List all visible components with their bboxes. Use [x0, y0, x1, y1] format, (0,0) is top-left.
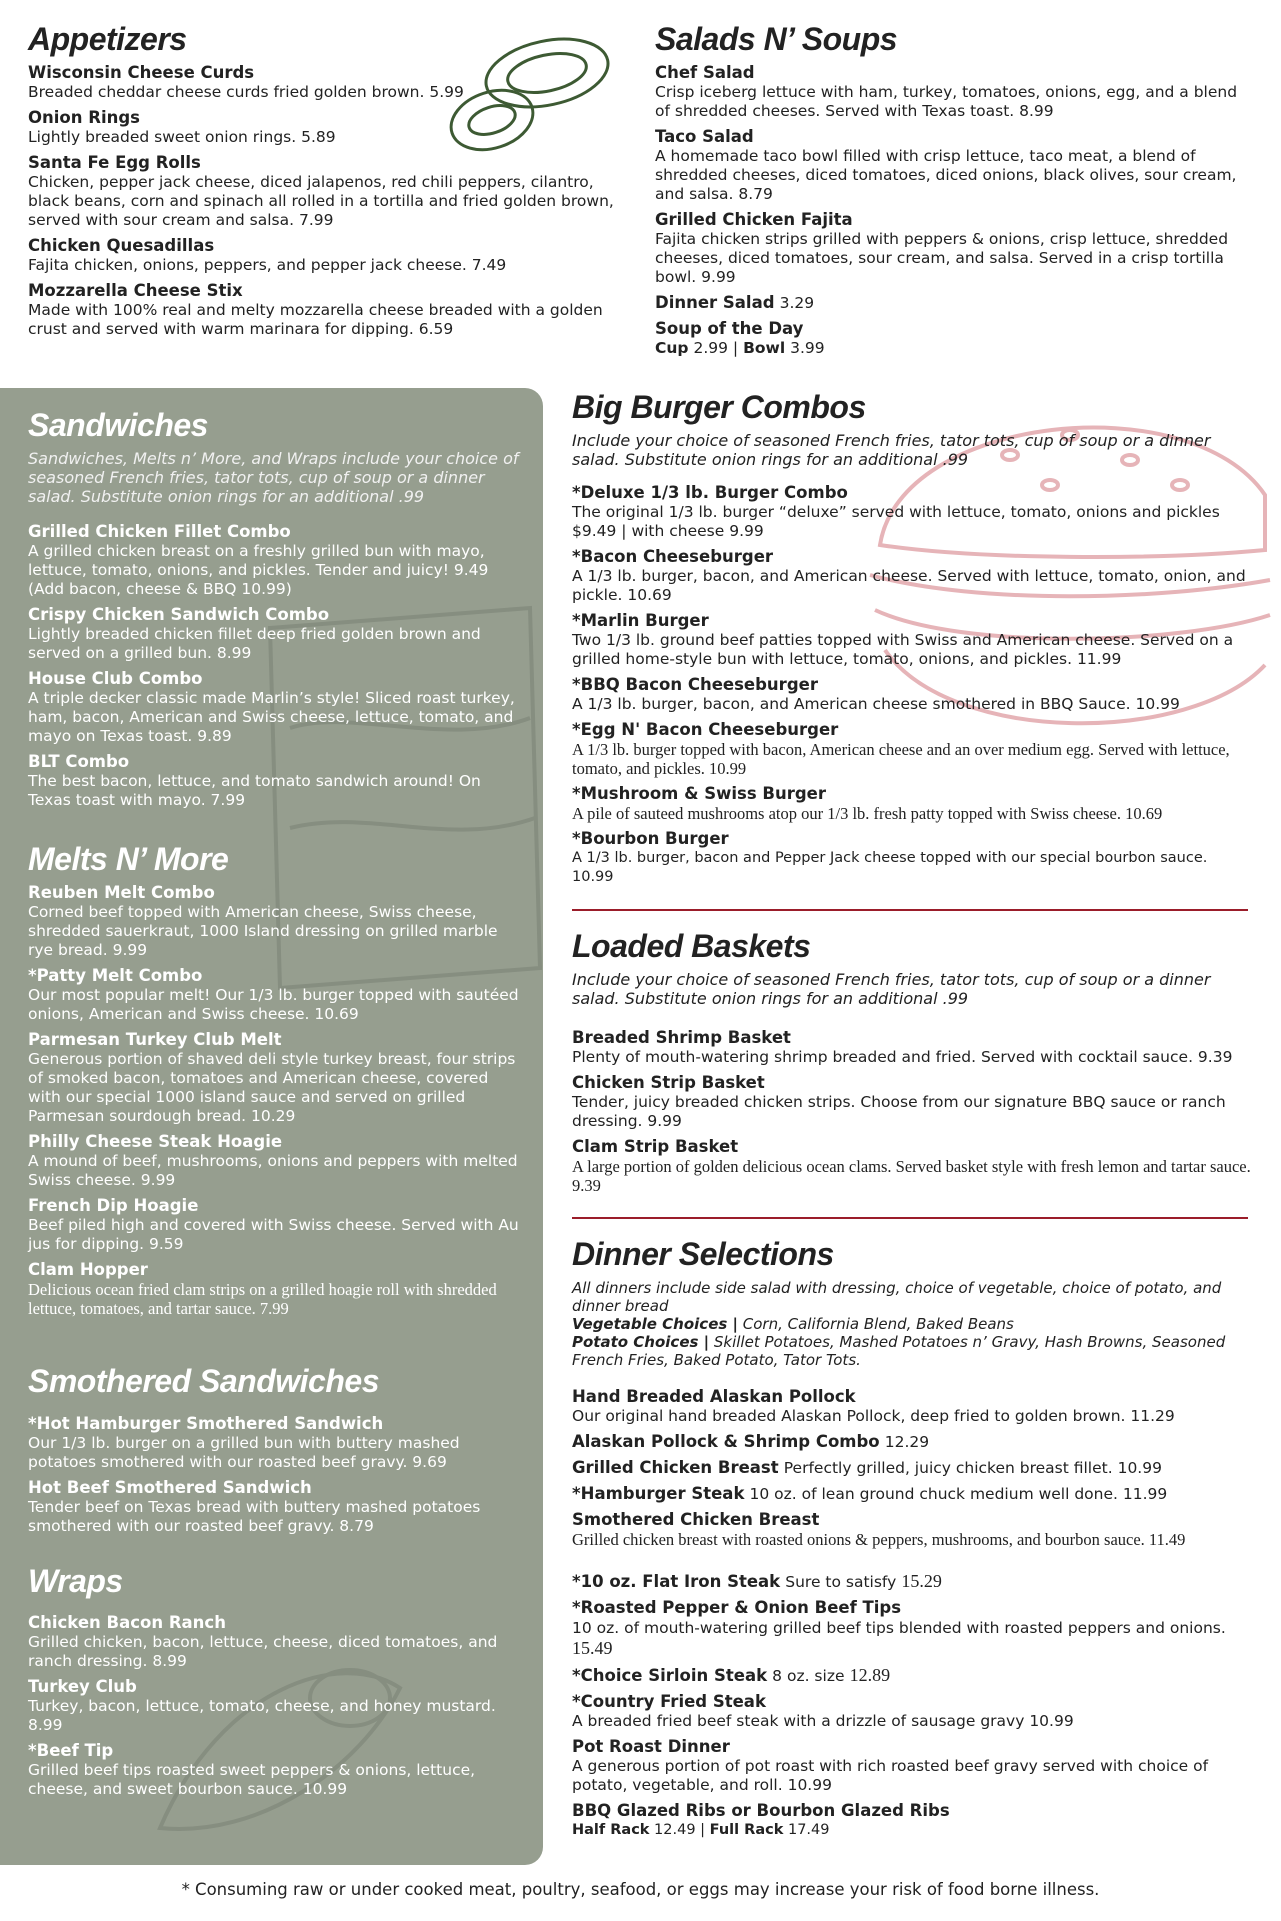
item-desc: 8 oz. size: [772, 1666, 845, 1685]
item-desc: 10 oz. of lean ground chuck medium well done. 11.99: [749, 1484, 1168, 1503]
item-name: *BBQ Bacon Cheeseburger: [572, 675, 818, 695]
menu-item: [572, 1432, 1252, 1452]
menu-item: [28, 1741, 523, 1799]
menu-item: [28, 966, 523, 1024]
item-desc: A 1/3 lb. burger, bacon and Pepper Jack cheese topped with our special bourbon sauce. 10.99: [572, 850, 1208, 886]
menu-item: [28, 752, 523, 810]
item-name: Soup of the Day: [655, 319, 804, 339]
half-rack-label: Half Rack: [572, 1821, 650, 1838]
item-desc: Tender beef on Texas bread with buttery mashed potatoes smothered with our roasted beef gravy. 8.79: [28, 1497, 481, 1535]
menu-item: [572, 1510, 1252, 1549]
menu-item: [572, 1665, 1252, 1686]
item-desc: Our 1/3 lb. burger on a grilled bun with buttery mashed potatoes smothered with our roasted beef gravy. 9.69: [28, 1433, 460, 1471]
item-desc: Lightly breaded chicken fillet deep fried golden brown and served on a grilled bun. 8.99: [28, 625, 481, 663]
item-name: Santa Fe Egg Rolls: [28, 153, 201, 173]
item-desc: Our original hand breaded Alaskan Pollock, deep fried to golden brown. 11.29: [572, 1406, 1175, 1425]
dinner-salad-item: [655, 293, 1255, 313]
item-desc: Generous portion of shaved deli style turkey breast, four strips of smoked bacon, tomatoes and American cheese, covered with our special 1000 island sauce and served on grilled Parmesan sourdough bread. 10.29: [28, 1050, 516, 1126]
item-name: BBQ Glazed Ribs or Bourbon Glazed Ribs: [572, 1800, 950, 1820]
menu-item: [28, 153, 628, 230]
menu-item: [572, 1598, 1252, 1659]
item-name: Grilled Chicken Breast: [572, 1457, 779, 1477]
item-name: BLT Combo: [28, 752, 130, 772]
item-name: Crispy Chicken Sandwich Combo: [28, 605, 330, 625]
item-desc: A 1/3 lb. burger, bacon, and American cheese. Served with lettuce, tomato, onion, and pickle. 10.69: [572, 567, 1246, 605]
potato-choices: [572, 1333, 1252, 1369]
menu-item: [28, 63, 628, 102]
baskets-title: Loaded Baskets: [572, 928, 811, 965]
item-name: *Patty Melt Combo: [28, 966, 203, 986]
item-desc: Perfectly grilled, juicy chicken breast fillet. 10.99: [783, 1458, 1162, 1477]
item-name: Pot Roast Dinner: [572, 1736, 730, 1756]
menu-item: [572, 675, 1252, 714]
appetizers-section: [28, 22, 628, 345]
item-price: 15.29: [901, 1570, 942, 1591]
dinner-subtitle: All dinners include side salad with dressing, choice of vegetable, choice of potato, and dinner bread: [572, 1278, 1222, 1315]
menu-item: [28, 883, 523, 960]
footer-disclaimer: * Consuming raw or under cooked meat, poultry, seafood, or eggs may increase your risk of food borne illness.: [181, 1880, 1100, 1899]
item-name: Turkey Club: [28, 1676, 137, 1696]
cup-price: 2.99: [693, 339, 728, 358]
half-rack-price: 12.49: [654, 1821, 696, 1838]
item-name: Chef Salad: [655, 63, 755, 83]
item-desc: Turkey, bacon, lettuce, tomato, cheese, and honey mustard. 8.99: [28, 1696, 496, 1734]
menu-item: [655, 127, 1255, 204]
bowl-label: Bowl: [743, 339, 786, 358]
menu-item: [28, 669, 523, 746]
wraps-title: Wraps: [28, 1562, 123, 1599]
item-name: *Beef Tip: [28, 1740, 114, 1760]
item-name: *Deluxe 1/3 lb. Burger Combo: [572, 483, 848, 503]
sandwich-panel: [0, 388, 543, 1865]
menu-item: [572, 1737, 1252, 1795]
item-desc: Fajita chicken strips grilled with peppers & onions, crisp lettuce, shredded cheeses, diced tomatoes, sour cream, and salsa. Served in a crisp tortilla bowl. 9.99: [655, 230, 1229, 287]
item-name: *Marlin Burger: [572, 611, 709, 631]
burgers-title: Big Burger Combos: [572, 389, 866, 425]
item-name: Mozzarella Cheese Stix: [28, 281, 243, 301]
item-name: Philly Cheese Steak Hoagie: [28, 1132, 283, 1152]
section-divider: [572, 909, 1248, 911]
menu-item: [28, 236, 628, 275]
item-name: *Country Fried Steak: [572, 1691, 766, 1711]
item-desc: A mound of beef, mushrooms, onions and peppers with melted Swiss cheese. 9.99: [28, 1152, 518, 1190]
item-desc: Our most popular melt! Our 1/3 lb. burger topped with sautéed onions, American and Swiss cheese. 10.69: [28, 986, 519, 1024]
item-name: Clam Strip Basket: [572, 1137, 739, 1157]
item-desc: Crisp iceberg lettuce with ham, turkey, tomatoes, onions, egg, and a blend of shredded cheeses. Served with Texas toast. 8.99: [655, 83, 1238, 121]
item-desc: A triple decker classic made Marlin’s style! Sliced roast turkey, ham, bacon, American and Swiss cheese, lettuce, tomato, and mayo on Texas toast. 9.89: [28, 689, 515, 746]
item-desc: Grilled beef tips roasted sweet peppers & onions, lettuce, cheese, and sweet bourbon sauce. 10.99: [28, 1760, 476, 1798]
burgers-subtitle: Include your choice of seasoned French fries, tator tots, cup of soup or a dinner salad. Substitute onion rings for an additional .99: [572, 431, 1211, 470]
item-name: Parmesan Turkey Club Melt: [28, 1030, 282, 1050]
item-name: Grilled Chicken Fajita: [655, 210, 853, 230]
item-desc: Delicious ocean fried clam strips on a grilled hoagie roll with shredded lettuce, tomatoes, and tartar sauce. 7.99: [28, 1280, 497, 1319]
item-name: Breaded Shrimp Basket: [572, 1028, 791, 1048]
menu-item: [572, 1137, 1252, 1195]
menu-item: [28, 1478, 523, 1536]
item-desc: Grilled chicken, bacon, lettuce, cheese, diced tomatoes, and ranch dressing. 8.99: [28, 1632, 498, 1670]
item-name: *Roasted Pepper & Onion Beef Tips: [572, 1597, 902, 1617]
menu-item: [572, 1028, 1252, 1067]
section-divider: [572, 1217, 1248, 1219]
item-desc: Two 1/3 lb. ground beef patties topped with Swiss and American cheese. Served on a grilled home-style bun with lettuce, tomato, onions, and pickles. 11.99: [572, 631, 1234, 669]
menu-item: [572, 1073, 1252, 1131]
melts-title: Melts N’ More: [28, 841, 229, 878]
separator: |: [732, 339, 739, 358]
salads-title: Salads N’ Soups: [655, 21, 898, 57]
menu-item: [28, 1414, 523, 1472]
menu-item: [572, 720, 1252, 778]
vegetable-choices: [572, 1315, 1252, 1333]
menu-item: [572, 1571, 1252, 1592]
menu-item: [572, 547, 1252, 605]
item-name: Reuben Melt Combo: [28, 883, 215, 903]
item-name: House Club Combo: [28, 669, 203, 689]
full-rack-price: 17.49: [787, 1821, 830, 1838]
cup-label: Cup: [655, 339, 689, 358]
item-name: Chicken Bacon Ranch: [28, 1612, 226, 1632]
vegetable-label: Vegetable Choices |: [572, 1314, 738, 1333]
item-name: Hand Breaded Alaskan Pollock: [572, 1386, 856, 1406]
menu-item: [572, 784, 1252, 823]
right-column: [572, 390, 1252, 1846]
menu-item: [572, 1458, 1252, 1478]
item-desc: A breaded fried beef steak with a drizzle of sausage gravy 10.99: [572, 1711, 1074, 1730]
item-desc: A grilled chicken breast on a freshly grilled bun with mayo, lettuce, tomato, onions, and pickles. Tender and juicy! 9.49 (Add bacon, cheese & BBQ 10.99): [28, 542, 489, 599]
item-desc: Breaded cheddar cheese curds fried golden brown. 5.99: [28, 83, 464, 102]
item-name: *Hot Hamburger Smothered Sandwich: [28, 1413, 384, 1433]
item-name: French Dip Hoagie: [28, 1196, 199, 1216]
salads-section: [655, 22, 1255, 364]
menu-item: [28, 1677, 523, 1735]
item-desc: The best bacon, lettuce, and tomato sandwich around! On Texas toast with mayo. 7.99: [28, 772, 481, 810]
item-desc: Beef piled high and covered with Swiss cheese. Served with Au jus for dipping. 9.59: [28, 1216, 519, 1254]
item-name: Chicken Quesadillas: [28, 236, 215, 256]
full-rack-label: Full Rack: [709, 1821, 784, 1838]
item-price: 12.89: [849, 1664, 891, 1685]
item-name: Alaskan Pollock & Shrimp Combo: [572, 1431, 880, 1451]
item-desc: Made with 100% real and melty mozzarella cheese breaded with a golden crust and served with warm marinara for dipping. 6.59: [28, 301, 603, 339]
menu-item: [572, 1692, 1252, 1731]
item-desc: Plenty of mouth-watering shrimp breaded and fried. Served with cocktail sauce. 9.39: [572, 1048, 1233, 1067]
menu-item: [28, 281, 628, 339]
item-desc: Grilled chicken breast with roasted onions & peppers, mushrooms, and bourbon sauce. 11.49: [572, 1529, 1186, 1549]
menu-item: [572, 483, 1252, 541]
menu-item: [572, 1484, 1252, 1504]
item-price: 15.49: [572, 1637, 613, 1658]
vegetable-text: Corn, California Blend, Baked Beans: [738, 1314, 1014, 1333]
item-price: 3.29: [779, 294, 815, 313]
menu-item: [28, 1030, 523, 1126]
item-desc: The original 1/3 lb. burger “deluxe” served with lettuce, tomato, onions and pickles $9.49 | with cheese 9.99: [572, 503, 1220, 541]
item-desc: A 1/3 lb. burger topped with bacon, American cheese and an over medium egg. Served with lettuce, tomato, and pickles. 10.99: [572, 740, 1230, 779]
item-name: *Bourbon Burger: [572, 829, 729, 849]
item-name: *Mushroom & Swiss Burger: [572, 784, 827, 804]
item-name: *10 oz. Flat Iron Steak: [572, 1571, 781, 1591]
menu-item: [28, 1260, 523, 1318]
menu-item: [28, 1196, 523, 1254]
potato-label: Potato Choices |: [572, 1332, 710, 1351]
item-name: Onion Rings: [28, 108, 140, 128]
menu-item: [572, 829, 1252, 887]
menu-item: [28, 1132, 523, 1190]
potato-text: Skillet Potatoes, Mashed Potatoes n’ Gravy, Hash Browns, Seasoned French Fries, Baked Potato, Tator Tots.: [572, 1332, 1226, 1369]
item-desc: Tender, juicy breaded chicken strips. Choose from our signature BBQ sauce or ranch dressing. 9.99: [572, 1093, 1226, 1131]
item-name: Taco Salad: [655, 127, 754, 147]
soup-item: [655, 319, 1255, 358]
menu-item: [28, 522, 523, 599]
item-desc: A large portion of golden delicious ocean clams. Served basket style with fresh lemon and tartar sauce. 9.39: [572, 1157, 1251, 1196]
item-name: Chicken Strip Basket: [572, 1073, 765, 1093]
item-name: *Bacon Cheeseburger: [572, 547, 774, 567]
item-name: Grilled Chicken Fillet Combo: [28, 522, 291, 542]
item-name: Clam Hopper: [28, 1260, 148, 1280]
bowl-price: 3.99: [790, 339, 825, 358]
menu-item: [28, 108, 628, 147]
item-price: 12.29: [884, 1432, 930, 1451]
item-desc: 10 oz. of mouth-watering grilled beef tips blended with roasted peppers and onions.: [572, 1618, 1226, 1637]
smothered-title: Smothered Sandwiches: [28, 1363, 379, 1400]
separator: |: [700, 1821, 706, 1838]
item-name: *Egg N' Bacon Cheeseburger: [572, 720, 839, 740]
item-desc: A homemade taco bowl filled with crisp lettuce, taco meat, a blend of shredded cheeses, diced tomatoes, diced onions, black olives, sour cream, and salsa. 8.79: [655, 147, 1237, 204]
menu-item: [572, 1387, 1252, 1426]
sandwiches-title: Sandwiches: [28, 407, 208, 443]
item-desc: A pile of sauteed mushrooms atop our 1/3 lb. fresh patty topped with Swiss cheese. 10.69: [572, 804, 1163, 824]
menu-item: [655, 210, 1255, 287]
item-name: *Choice Sirloin Steak: [572, 1665, 768, 1685]
menu-item: [572, 1801, 1252, 1840]
item-name: Wisconsin Cheese Curds: [28, 63, 255, 83]
item-desc: A generous portion of pot roast with rich roasted beef gravy served with choice of potato, vegetable, and roll. 10.99: [572, 1756, 1209, 1794]
item-name: Hot Beef Smothered Sandwich: [28, 1477, 312, 1497]
menu-item: [655, 63, 1255, 121]
menu-item: [572, 611, 1252, 669]
item-name: Smothered Chicken Breast: [572, 1509, 820, 1529]
item-desc: A 1/3 lb. burger, bacon, and American cheese smothered in BBQ Sauce. 10.99: [572, 695, 1180, 714]
baskets-subtitle: Include your choice of seasoned French fries, tator tots, cup of soup or a dinner salad. Substitute onion rings for an additional .99: [572, 970, 1211, 1009]
item-name: Dinner Salad: [655, 293, 775, 313]
item-desc: Chicken, pepper jack cheese, diced jalapenos, red chili peppers, cilantro, black beans, corn and spinach all rolled in a tortilla and fried golden brown, served with sour cream and salsa. 7.99: [28, 173, 614, 230]
dinner-title: Dinner Selections: [572, 1236, 834, 1273]
appetizers-title: Appetizers: [28, 21, 187, 57]
item-name: *Hamburger Steak: [572, 1483, 745, 1503]
menu-item: [28, 605, 523, 663]
sandwiches-subtitle: Sandwiches, Melts n’ More, and Wraps include your choice of seasoned French fries, tator tots, cup of soup or a dinner salad. Substitute onion rings for an additional .99: [28, 449, 519, 507]
item-desc: Corned beef topped with American cheese, Swiss cheese, shredded sauerkraut, 1000 Island dressing on grilled marble rye bread. 9.99: [28, 903, 498, 960]
item-desc: Lightly breaded sweet onion rings. 5.89: [28, 128, 336, 147]
item-desc: Sure to satisfy: [785, 1572, 897, 1591]
menu-item: [28, 1613, 523, 1671]
item-desc: Fajita chicken, onions, peppers, and pepper jack cheese. 7.49: [28, 256, 507, 275]
